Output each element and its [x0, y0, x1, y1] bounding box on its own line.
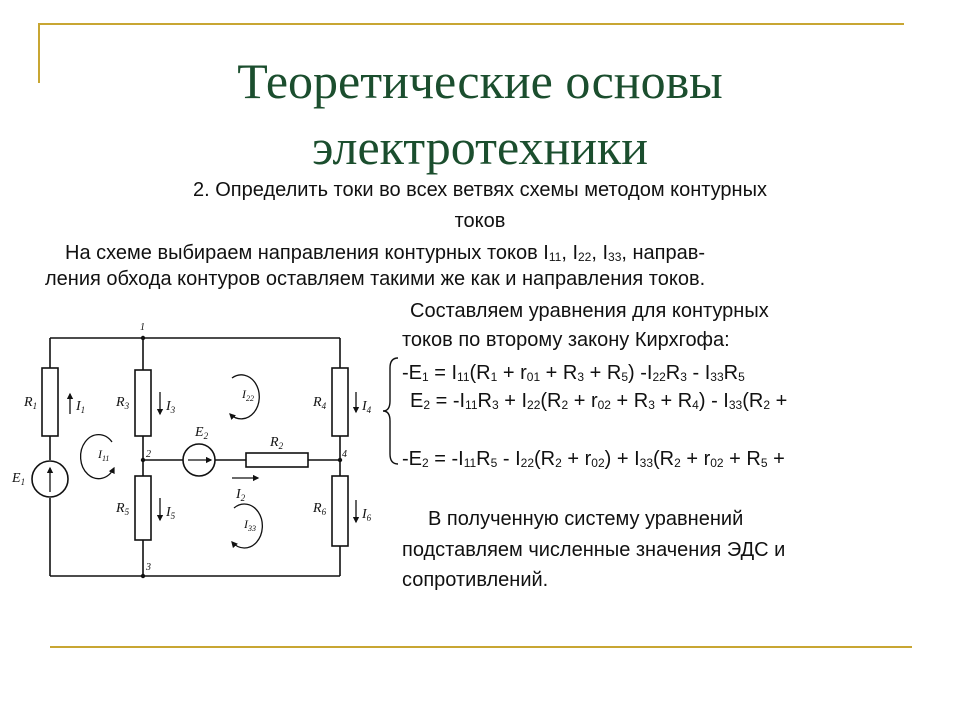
frame-top-line: [38, 23, 904, 25]
subscript: 11: [548, 250, 562, 264]
equation-text: + r: [497, 362, 527, 384]
equation-subscript: 33: [639, 456, 653, 470]
equation-subscript: 01: [526, 370, 541, 384]
task-line-2: токов: [454, 210, 506, 232]
resistor-r2: [246, 453, 308, 467]
equation-text: +: [770, 390, 788, 412]
equation-text: (R: [469, 362, 491, 384]
equation-text: + R: [584, 362, 622, 384]
subscript: 22: [578, 250, 592, 264]
equation-subscript: 2: [555, 456, 562, 470]
label-i2: $I_2$: [236, 487, 246, 503]
label-r6: $R_6$: [313, 501, 327, 517]
equation-text: R: [723, 362, 739, 384]
label-i22: $I_{22}$: [242, 387, 254, 403]
intro-line-2: ления обхода контуров оставляем такими же как и направления токов.: [45, 268, 706, 290]
equation-3: [402, 446, 785, 472]
page-title: [0, 48, 960, 180]
equation-text: (R: [534, 448, 556, 470]
equation-text: - I: [686, 362, 711, 384]
label-e1: $E_1$: [12, 471, 26, 487]
label-i11: $I_{11}$: [98, 447, 110, 463]
equation-text: -E: [402, 448, 422, 470]
resistor-r3: [135, 370, 151, 436]
equation-text: +: [767, 448, 785, 470]
equation-subscript: 2: [674, 456, 681, 470]
label-r5: $R_5$: [116, 501, 130, 517]
equation-text: = -I: [430, 390, 466, 412]
equation-text: + R: [654, 390, 693, 412]
task-line-1: 2. Определить токи во всех ветвях схемы методом контурных: [193, 179, 767, 201]
label-i33: $I_{33}$: [244, 517, 256, 533]
equation-text: + I: [498, 390, 528, 412]
equation-text: + r: [680, 448, 711, 470]
equation-text: = -I: [428, 448, 464, 470]
equation-1: [402, 360, 745, 386]
equation-text: ) -I: [628, 362, 653, 384]
equation-text: (R: [540, 390, 562, 412]
label-node-4: 4: [342, 449, 347, 460]
equation-subscript: 1: [422, 370, 429, 384]
equation-subscript: 4: [692, 398, 699, 412]
equation-text: (R: [742, 390, 764, 412]
equation-subscript: 5: [621, 370, 628, 384]
node-3-dot: [141, 574, 145, 578]
frame-bottom-line: [50, 646, 912, 648]
equation-subscript: 11: [457, 370, 470, 384]
resistor-r1: [42, 368, 58, 436]
resistor-r5: [135, 476, 151, 540]
intro-line-1: [65, 240, 705, 266]
equation-text: -E: [402, 362, 422, 384]
resistor-r6: [332, 476, 348, 546]
equation-text: + R: [610, 390, 649, 412]
intro-text: , направ-: [621, 242, 706, 264]
equation-subscript: 5: [738, 370, 745, 384]
label-r1: $R_1$: [24, 395, 38, 411]
intro-text: , I: [561, 242, 578, 264]
intro-text: На схеме выбираем направления контурных токов I: [65, 242, 549, 264]
title-line-1: Теоретические основы: [237, 53, 723, 109]
equation-subscript: 5: [760, 456, 768, 470]
label-node-3: 3: [146, 562, 151, 573]
label-i4: $I_4$: [362, 399, 372, 415]
equation-subscript: 22: [652, 370, 666, 384]
equations-intro-line-1: Составляем уравнения для контурных: [410, 300, 769, 322]
equation-text: + R: [540, 362, 578, 384]
label-node-2: 2: [146, 449, 151, 460]
title-line-2: электротехники: [311, 119, 649, 175]
label-node-1: 1: [140, 322, 145, 333]
conclusion-line-2: подставляем численные значения ЭДС и: [402, 539, 786, 561]
equation-2: [410, 388, 787, 414]
equation-subscript: 02: [710, 456, 724, 470]
equation-subscript: 22: [527, 398, 541, 412]
label-r2: $R_2$: [270, 435, 284, 451]
equation-subscript: 2: [423, 398, 431, 412]
equation-subscript: 3: [577, 370, 585, 384]
equation-subscript: 2: [422, 456, 429, 470]
equation-subscript: 2: [561, 398, 569, 412]
equation-subscript: 11: [463, 456, 477, 470]
equation-subscript: 3: [680, 370, 687, 384]
equation-text: = I: [428, 362, 458, 384]
label-i6: $I_6$: [362, 507, 372, 523]
node-2-dot: [141, 458, 145, 462]
conclusion-line-3: сопротивлений.: [402, 569, 549, 591]
label-r4: $R_4$: [313, 395, 327, 411]
equation-subscript: 3: [648, 398, 655, 412]
equation-subscript: 33: [710, 370, 724, 384]
equation-text: ) - I: [698, 390, 729, 412]
equation-text: + r: [568, 390, 598, 412]
node-1-dot: [141, 336, 145, 340]
equation-text: ) + I: [604, 448, 640, 470]
equation-text: E: [410, 390, 424, 412]
equations-intro-line-2: токов по второму закону Кирхгофа:: [402, 329, 730, 351]
equation-subscript: 1: [490, 370, 498, 384]
label-i5: $I_5$: [166, 505, 176, 521]
equation-text: R: [477, 390, 492, 412]
equation-subscript: 02: [591, 456, 605, 470]
equation-text: R: [665, 362, 681, 384]
system-brace: [380, 356, 402, 466]
equation-text: (R: [653, 448, 675, 470]
equation-subscript: 11: [465, 398, 478, 412]
subscript: 33: [608, 250, 622, 264]
label-i3: $I_3$: [166, 399, 176, 415]
equation-text: + R: [723, 448, 761, 470]
equation-text: - I: [497, 448, 521, 470]
label-e2: $E_2$: [195, 425, 209, 441]
equation-text: R: [476, 448, 491, 470]
equation-subscript: 33: [728, 398, 743, 412]
equation-subscript: 2: [763, 398, 771, 412]
equation-subscript: 02: [597, 398, 611, 412]
circuit-diagram: [0, 318, 380, 588]
equation-subscript: 5: [490, 456, 498, 470]
intro-text: , I: [591, 242, 609, 264]
resistor-r4: [332, 368, 348, 436]
equation-subscript: 22: [520, 456, 535, 470]
equation-text: + r: [561, 448, 592, 470]
conclusion-line-1: В полученную систему уравнений: [428, 508, 744, 530]
equation-subscript: 3: [491, 398, 499, 412]
label-r3: $R_3$: [116, 395, 130, 411]
label-i1: $I_1$: [76, 399, 86, 415]
